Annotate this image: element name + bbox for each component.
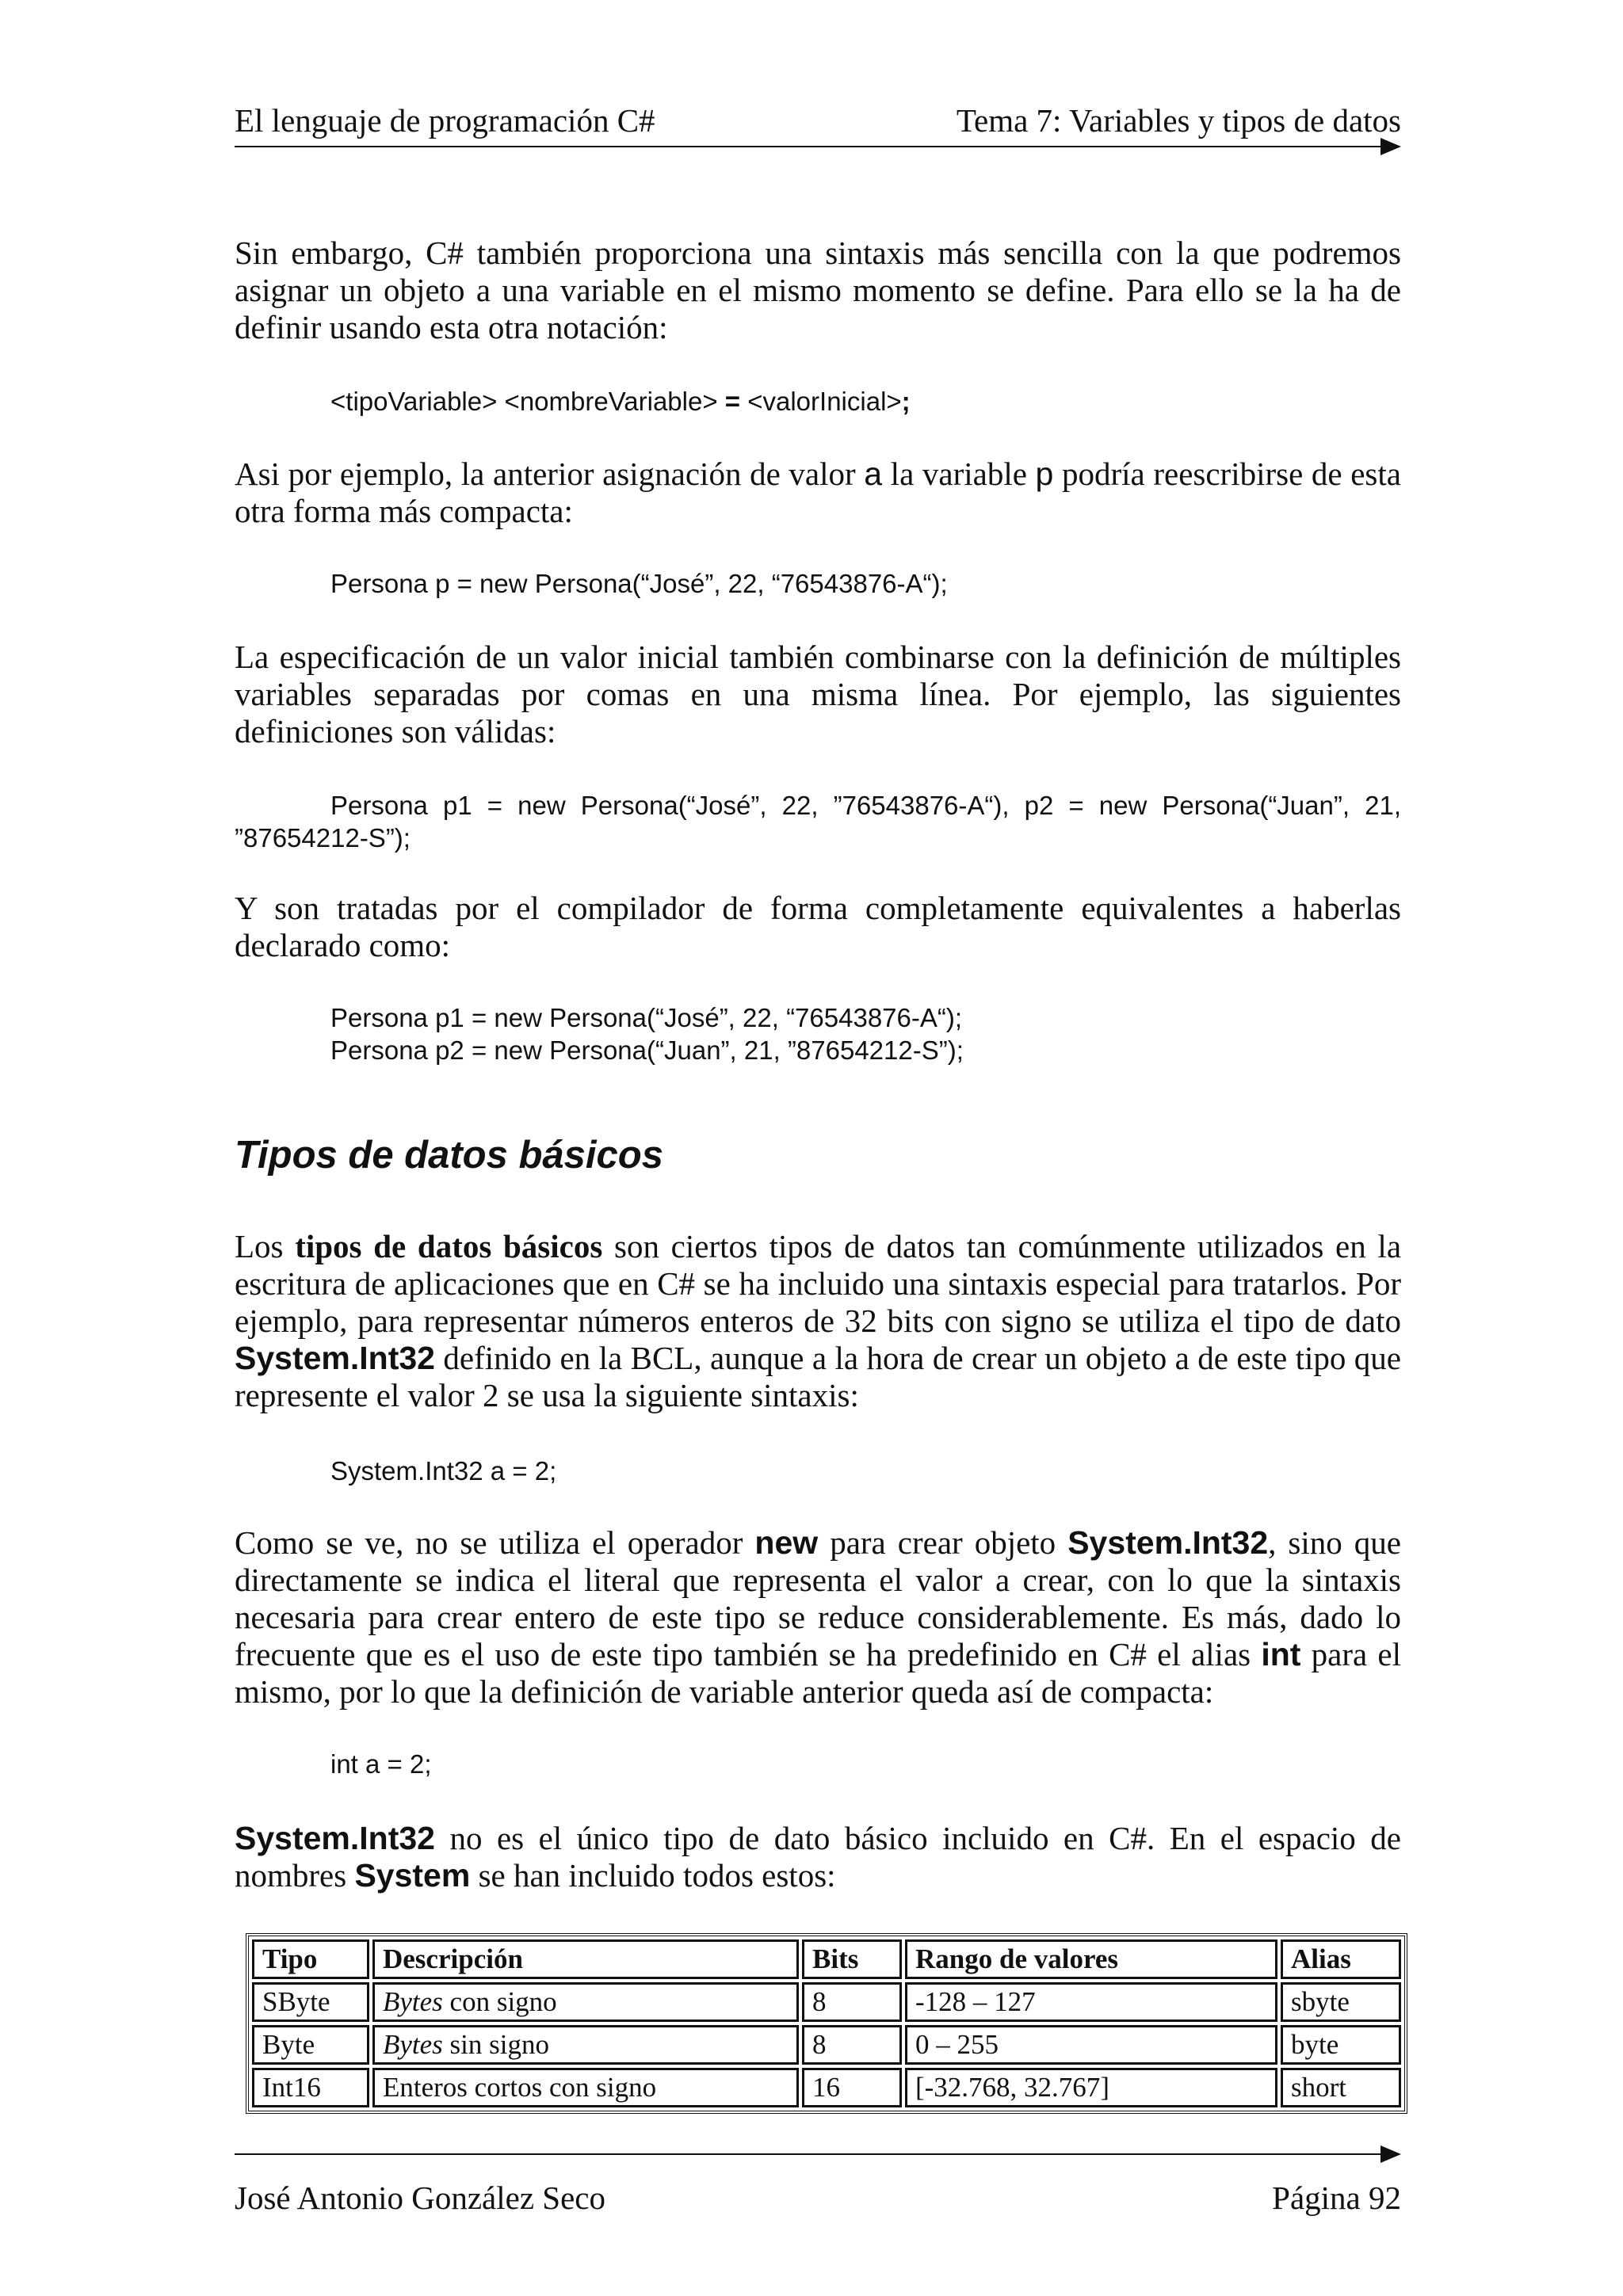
paragraph-equivalent: [235, 890, 1401, 964]
p5-post: definido en la BCL, aunque a la hora de crear un objeto a de este tipo que represente el valor 2 se usa la siguiente sintaxis:: [235, 1340, 1401, 1413]
code-multiple-line1: Persona p1 = new Persona(“José”, 22, ”76543876-A“), p2 = new Persona(“Juan”, 21,: [330, 791, 1401, 820]
p6-t3: , sino que directamente se indica el literal que representa el valor a crear, con lo que la sintaxis necesaria para crear entero de este tipo se reduce considerablemente. Es más, dado lo frecuente que es el uso de este tipo también se ha predefinido en C# el alias: [235, 1524, 1401, 1672]
p7-t2: se han incluido todos estos:: [470, 1857, 836, 1894]
paragraph-basic-types-text: [235, 1228, 1401, 1414]
p7-t1: no es el único tipo de dato básico incluido en C#. En el espacio de nombres: [235, 1820, 1401, 1894]
code-compact-assignment: Persona p = new Persona(“José”, 22, “76543876-A“);: [330, 569, 948, 598]
table-cell-desc-rest: sin signo: [442, 2029, 549, 2060]
header-chapter-title: Tema 7: Variables y tipos de datos: [956, 102, 1401, 139]
p7-code-system: System: [354, 1857, 471, 1894]
paragraph-intro: [235, 235, 1401, 346]
table-cell-desc-rest: con signo: [442, 1986, 557, 2017]
table-cell-rango: -128 – 127: [905, 1982, 1277, 2022]
table-cell-bits: 16: [802, 2068, 902, 2107]
table-cell-tipo: SByte: [252, 1982, 369, 2022]
table-cell-bits: 8: [802, 1982, 902, 2022]
table-cell-descripcion: [372, 1982, 799, 2022]
table-header-alias: Alias: [1281, 1939, 1401, 1979]
code-separate-line1: Persona p1 = new Persona(“José”, 22, “76543876-A“);: [330, 1003, 963, 1032]
table-row: [252, 2025, 1401, 2065]
p7-code-system-int32: System.Int32: [235, 1820, 435, 1856]
p6-code-new: new: [754, 1524, 819, 1561]
footer-author: José Antonio González Seco: [235, 2180, 605, 2216]
p6-code-system-int32: System.Int32: [1067, 1524, 1269, 1561]
p2-mid: la variable: [882, 456, 1036, 492]
table-cell-rango: 0 – 255: [905, 2025, 1277, 2065]
table-cell-descripcion: [372, 2025, 799, 2065]
paragraph-intro-text: Sin embargo, C# también proporciona una sintaxis más sencilla con la que podremos asignar un objeto a una variable en el mismo momento se define. Para ello se la ha de definir usando esta otra notación:: [235, 235, 1401, 345]
p5-bold-term: tipos de datos básicos: [295, 1228, 603, 1264]
code-multiple-definitions: [235, 789, 1401, 854]
paragraph-new-operator: [235, 1524, 1401, 1711]
table-cell-tipo: Int16: [252, 2068, 369, 2107]
table-header-rango: Rango de valores: [905, 1939, 1277, 1979]
p6-t4: para el mismo, por lo que la definición de variable anterior queda así de compacta:: [235, 1636, 1402, 1710]
paragraph-multiple: [235, 639, 1401, 750]
header-book-title: El lenguaje de programación C#: [235, 102, 655, 139]
header-rule: [235, 146, 1392, 147]
table-cell-descripcion: [372, 2068, 799, 2107]
code-multiple-line2: ”87654212-S”);: [235, 823, 411, 852]
p2-code-a: a: [864, 456, 883, 492]
p5-mid: son ciertos tipos de datos tan comúnmente utilizados en la escritura de aplicaciones que en C# se ha incluido una sintaxis especial para tratarlos. Por ejemplo, para representar números enteros de 32 bits con signo se utiliza el tipo de dato: [235, 1228, 1402, 1339]
table-cell-alias: byte: [1281, 2025, 1401, 2065]
table-cell-desc-italic: Bytes: [383, 1986, 443, 2017]
p2-code-p: p: [1035, 456, 1054, 492]
code-separate-definitions: [330, 1001, 1401, 1066]
table-cell-alias: short: [1281, 2068, 1401, 2107]
table-cell-desc-italic: Bytes: [383, 2029, 443, 2060]
code-syntax-part-a: <tipoVariable> <nombreVariable>: [330, 387, 725, 416]
p5-code-system-int32: System.Int32: [235, 1340, 435, 1376]
page-footer: [235, 2174, 1401, 2222]
paragraph-example-text: [235, 456, 1401, 530]
code-syntax-part-b: <valorInicial>: [740, 387, 902, 416]
code-system-int32: System.Int32 a = 2;: [330, 1456, 557, 1486]
code-syntax-equals: =: [724, 387, 741, 416]
paragraph-system-namespace-text: [235, 1820, 1401, 1894]
table-header-row: [252, 1939, 1401, 1979]
p6-t1: Como se ve, no se utiliza el operador: [235, 1524, 755, 1561]
code-syntax-semicolon: ;: [901, 387, 911, 416]
paragraph-new-operator-text: [235, 1524, 1401, 1711]
paragraph-basic-types: [235, 1228, 1401, 1414]
paragraph-equivalent-text: Y son tratadas por el compilador de forma completamente equivalentes a haberlas declarado como:: [235, 890, 1401, 963]
paragraph-example: [235, 456, 1401, 530]
table-cell-tipo: Byte: [252, 2025, 369, 2065]
code-int-alias: int a = 2;: [330, 1749, 432, 1779]
footer-page-number: Página 92: [1272, 2180, 1401, 2216]
p5-pre: Los: [235, 1228, 296, 1264]
basic-types-table: [246, 1933, 1407, 2114]
footer-arrow-icon: [1381, 2145, 1401, 2163]
code-separate-line2: Persona p2 = new Persona(“Juan”, 21, ”87654212-S”);: [330, 1035, 964, 1065]
table-cell-bits: 8: [802, 2025, 902, 2065]
table-row: [252, 2068, 1401, 2107]
paragraph-multiple-text: La especificación de un valor inicial también combinarse con la definición de múltiples variables separadas por comas en una misma línea. Por ejemplo, las siguientes definiciones son válidas:: [235, 639, 1401, 749]
section-title: Tipos de datos básicos: [235, 1134, 663, 1177]
table-row: [252, 1982, 1401, 2022]
table-header-bits: Bits: [802, 1939, 902, 1979]
table-cell-desc-rest: Enteros cortos con signo: [383, 2072, 657, 2103]
table-header-descripcion: Descripción: [372, 1939, 799, 1979]
p2-post: podría reescribirse de esta otra forma más compacta:: [235, 456, 1401, 529]
p6-t2: para crear objeto: [818, 1524, 1068, 1561]
table-header-tipo: Tipo: [252, 1939, 369, 1979]
p2-pre: Asi por ejemplo, la anterior asignación de valor: [235, 456, 865, 492]
table-cell-alias: sbyte: [1281, 1982, 1401, 2022]
header-arrow-icon: [1381, 138, 1401, 155]
table-cell-rango: [-32.768, 32.767]: [905, 2068, 1277, 2107]
footer-rule: [235, 2153, 1392, 2155]
paragraph-system-namespace: [235, 1820, 1401, 1894]
code-syntax-notation: [330, 385, 1401, 418]
p6-code-int: int: [1261, 1636, 1301, 1672]
page-header: [235, 97, 1401, 144]
